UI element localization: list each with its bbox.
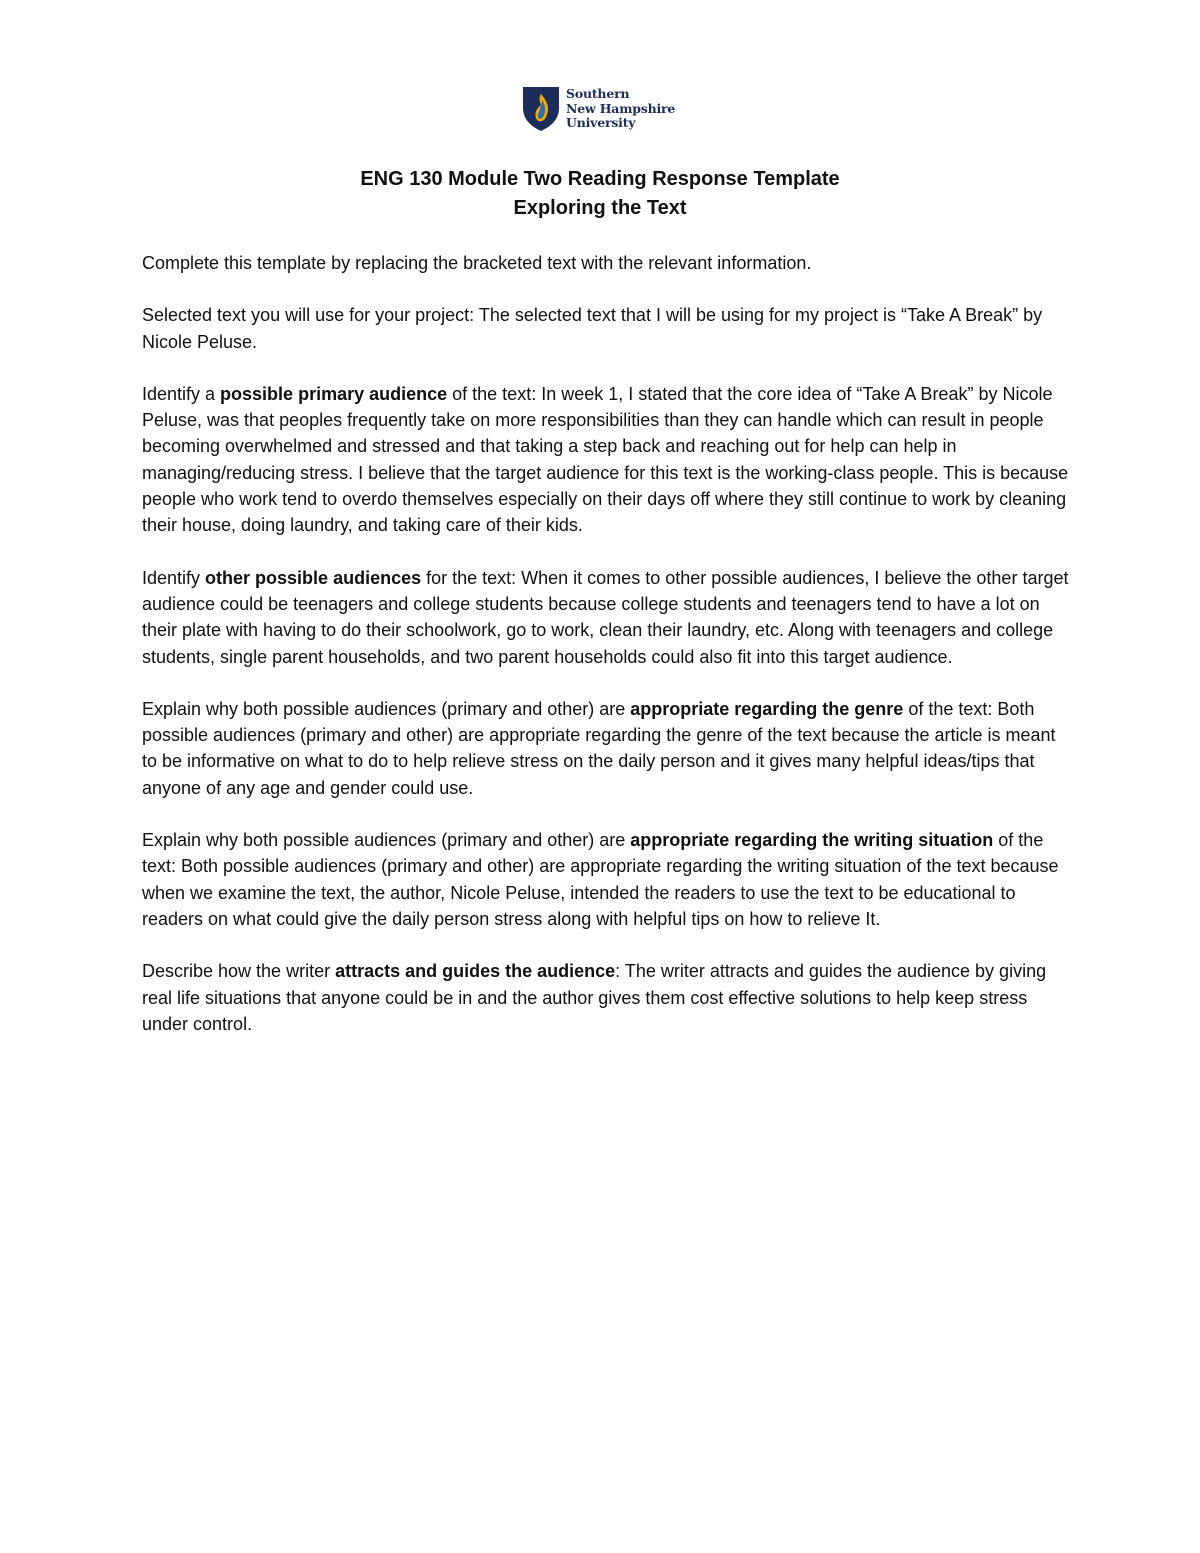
section-prompt: Identify	[142, 567, 206, 588]
document-header	[0, 165, 1200, 223]
section-writing-situation	[142, 827, 1072, 932]
section-prompt-end: of the text:	[447, 383, 542, 404]
section-prompt-end: :	[615, 961, 625, 982]
document-subtitle: Exploring the Text	[513, 197, 687, 219]
section-response: Both possible audiences (primary and other) are appropriate regarding the genre of the text because the article is meant to be informative on what to do to help relieve stress on the daily person and it gives many helpful ideas/tips that anyone of any age and gender could use.	[142, 698, 1056, 798]
instructions-paragraph: Complete this template by replacing the bracketed text with the relevant information.	[142, 253, 812, 273]
section-prompt-end: of the text:	[903, 698, 998, 719]
section-prompt-bold: other possible audiences	[205, 567, 422, 588]
section-prompt: Identify a	[142, 383, 221, 404]
section-attracts-guides	[142, 958, 1072, 1037]
section-other-audiences	[142, 565, 1072, 670]
section-response: The writer attracts and guides the audience by giving real life situations that anyone could be in and the author gives them cost effective solutions to help keep stress under control.	[142, 961, 1047, 1034]
logo-line-3: University	[566, 115, 636, 130]
document-body	[142, 250, 1072, 1063]
section-prompt: Explain why both possible audiences (primary and other) are	[142, 830, 631, 851]
section-prompt-bold: appropriate regarding the genre	[630, 698, 904, 719]
section-response: When it comes to other possible audiences, I believe the other target audience could be teenagers and college students because college students and teenagers tend to have a lot on their plate with having to do their schoolwork, go to work, clean their laundry, etc. Along with teenagers and college students, single parent households, and two parent households could also fit into this target audience.	[142, 567, 1069, 667]
section-prompt-end: for the text:	[421, 567, 522, 588]
section-genre	[142, 696, 1072, 801]
university-logo	[522, 86, 682, 132]
logo-line-2: New Hampshire	[566, 100, 676, 116]
section-primary-audience	[142, 381, 1072, 539]
section-selected-text	[142, 302, 1072, 355]
section-prompt: Selected text you will use for your project:	[142, 305, 479, 326]
section-response: The selected text that I will be using for my project is “Take A Break” by Nicole Peluse.	[142, 305, 1043, 352]
section-prompt-bold: possible primary audience	[220, 383, 448, 404]
document-title: ENG 130 Module Two Reading Response Template	[360, 168, 840, 190]
section-response: Both possible audiences (primary and other) are appropriate regarding the writing situation of the text because when we examine the text, the author, Nicole Peluse, intended the readers to use the text to be educational to readers on what could give the daily person stress along with helpful tips on how to relieve It.	[142, 856, 1059, 929]
section-prompt-bold: attracts and guides the audience	[335, 961, 616, 982]
section-response: In week 1, I stated that the core idea of “Take A Break” by Nicole Peluse, was that peoples frequently take on more responsibilities than they can handle which can result in people becoming overwhelmed and stressed and that taking a step back and reaching out for help can help in managing/reducing stress. I believe that the target audience for this text is the working-class people. This is because people who work tend to overdo themselves especially on their days off where they still continue to work by cleaning their house, doing laundry, and taking care of their kids.	[142, 383, 1069, 536]
section-prompt: Explain why both possible audiences (primary and other) are	[142, 698, 631, 719]
flame-shield-icon	[522, 86, 562, 132]
section-prompt-bold: appropriate regarding the writing situation	[630, 830, 994, 851]
section-prompt-end: of the text:	[142, 830, 1044, 877]
section-prompt: Describe how the writer	[142, 961, 336, 982]
logo-line-1: Southern	[566, 86, 630, 101]
